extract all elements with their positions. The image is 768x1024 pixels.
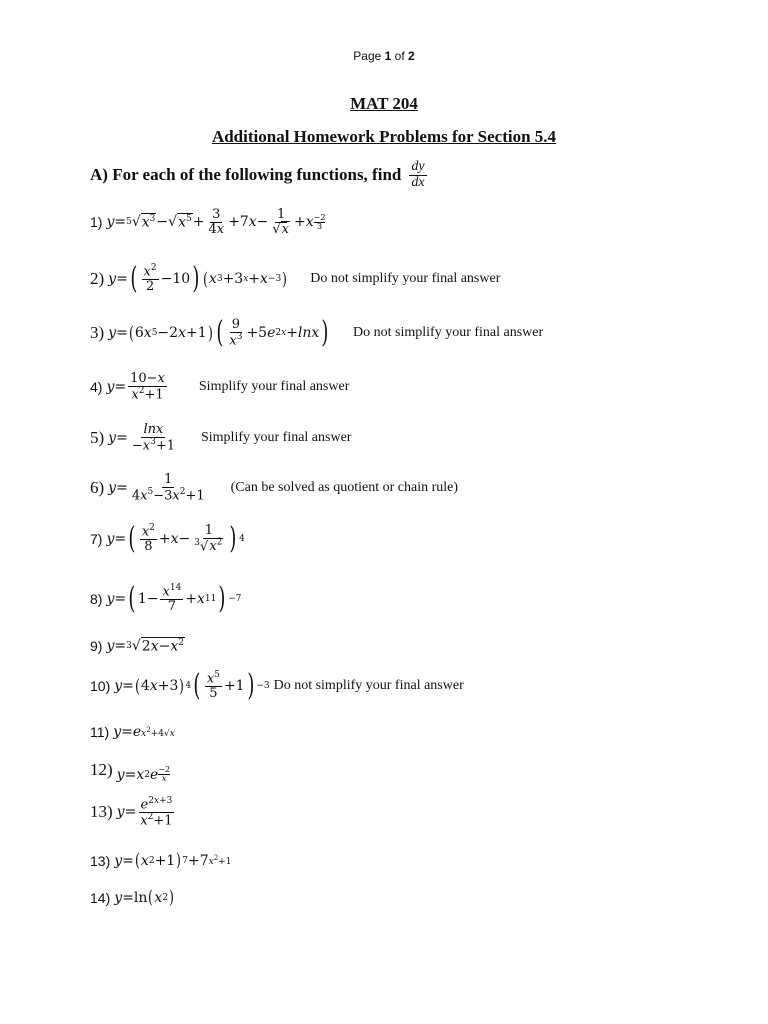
problem-12-equation: y = x 2 e −2 x (116, 765, 171, 783)
problem-2-equation: y = ( $\frac{x^2}{2}$ −10 ) ( x 3 +3 x + x −3 ) (108, 261, 288, 296)
problem-11-equation: y = e $x^2+4√x$ (113, 724, 175, 740)
problem-13b: 13) y = ( x 2 +1 ) 7 +7 $x^2+1$ (90, 850, 232, 871)
problem-5: 5) y = $\frac{\ln x}{-x^3+1}$ Simplify your final answer (90, 422, 352, 453)
problem-13: 13) y = $\frac{e^{2x+3}}{x^2+1}$ (90, 797, 177, 828)
problem-13b-equation: y = ( x 2 +1 ) 7 +7 $x^2+1$ (114, 850, 232, 871)
instruction (90, 160, 429, 190)
problem-4: 4) y = $\frac{10-x}{x^2+1}$ Simplify your final answer (90, 371, 350, 402)
problem-9: 9) y = 3 √ $2x-x^2$ (90, 637, 184, 655)
problem-7: 7) y = ( $\frac{x^2}{8}$ + x − $\frac{1}{^3√x^2}$ ) 4 (90, 521, 245, 556)
problem-14: 14) y =ln ( x 2 ) (90, 887, 175, 908)
problem-5-note: Simplify your final answer (200, 429, 352, 445)
page-number: Page 1 of 2 (353, 49, 415, 63)
page-subtitle: Additional Homework Problems for Section 5.4 (211, 127, 557, 146)
problem-11: 11) y = e $x^2+4√x$ (90, 724, 175, 740)
problem-1: 1) y = 5 √ $x^3$ −√ $x^5$ + $\frac{3}{4x}$ +7 x − $\frac{1}{√x}$ + x −2 3 (90, 207, 326, 237)
problem-4-equation: y = $\frac{10-x}{x^2+1}$ (106, 371, 165, 402)
problem-13-equation: y = $\frac{e^{2x+3}}{x^2+1}$ (116, 796, 173, 829)
problem-2: 2) y = ( $\frac{x^2}{2}$ −10 ) ( x 3 +3 x + x −3 ) Do not simplify your final answer (90, 261, 501, 296)
derivative-fraction: $\frac{dy}{dx}$ (411, 159, 425, 190)
problem-14-equation: y =ln ( x 2 ) (114, 887, 175, 908)
problem-3-note: Do not simplify your final answer (353, 325, 544, 340)
problem-10-note: Do not simplify your final answer (273, 678, 464, 693)
problem-2-note: Do not simplify your final answer (310, 271, 501, 286)
problem-3: 3) y = ( 6 x 5 −2 x +1 ) ( $\frac{9}{x^3}$ +5 e 2x + lnx ) Do not simplify your final answer (90, 315, 544, 350)
problem-4-note: Simplify your final answer (198, 378, 350, 394)
instruction-text: A) For each of the following functions, find (90, 165, 402, 185)
problem-1-equation: y = 5 √ $x^3$ −√ $x^5$ + $\frac{3}{4x}$ +7 x − $\frac{1}{√x}$ + x −2 3 (106, 207, 326, 237)
course-title: MAT 204 (350, 94, 418, 113)
problem-12: 12) y = x 2 e −2 x (90, 756, 170, 783)
problem-7-equation: y = ( $\frac{x^2}{8}$ + x − $\frac{1}{^3√x^2}$ ) 4 (106, 521, 245, 556)
problem-10: 10) y = ( 4 x +3 ) 4 ( $\frac{x^5}{5}$ +1 ) −3 Do not simplify your final answer (90, 668, 464, 703)
problem-9-equation: y = 3 √ $2x-x^2$ (106, 637, 184, 655)
problem-8: 8) y = ( 1− $\frac{x^{14}}{7}$ + x 11 ) −7 (90, 581, 242, 616)
problem-6-equation: y = $\frac{1}{4x^5-3x^2+1}$ (108, 472, 205, 503)
problem-10-equation: y = ( 4 x +3 ) 4 ( $\frac{x^5}{5}$ +1 ) −3 (114, 668, 270, 703)
problem-6-note: (Can be solved as quotient or chain rule) (230, 479, 459, 495)
problem-8-equation: y = ( 1− $\frac{x^{14}}{7}$ + x 11 ) −7 (106, 581, 242, 616)
problem-3-equation: y = ( 6 x 5 −2 x +1 ) ( $\frac{9}{x^3}$ +5 e 2x + lnx ) (108, 315, 329, 350)
problem-6: 6) y = $\frac{1}{4x^5-3x^2+1}$ (Can be solved as quotient or chain rule) (90, 472, 459, 503)
problem-5-equation: y = $\frac{\ln x}{-x^3+1}$ (108, 422, 175, 453)
